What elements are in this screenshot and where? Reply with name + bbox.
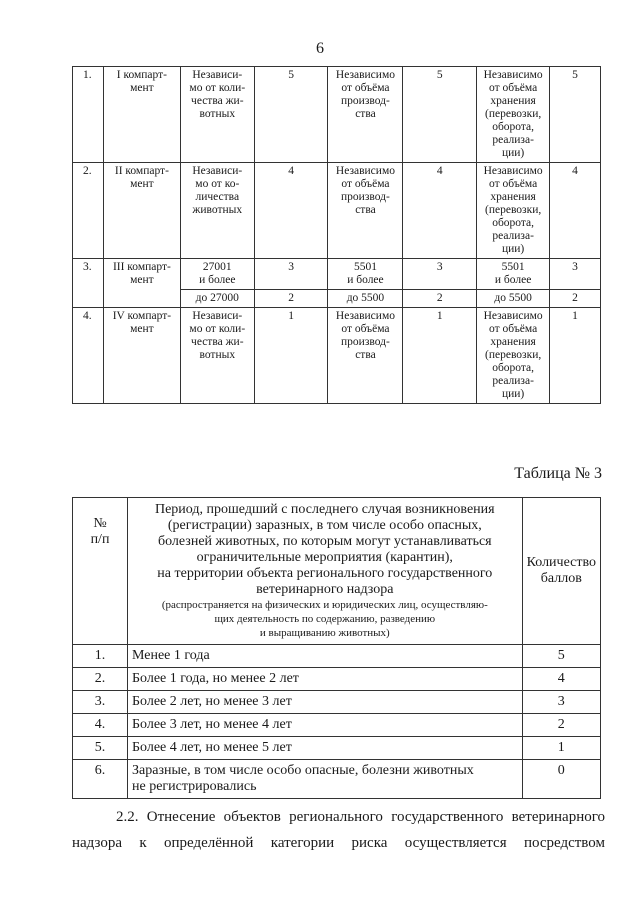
table-cell: 3 [254, 259, 328, 290]
table-cell: 4. [73, 714, 128, 737]
table-cell: 5501 и более [328, 259, 403, 290]
table-cell: 2 [522, 714, 600, 737]
table-cell: 5 [254, 67, 328, 163]
table-cell: 2 [550, 290, 601, 308]
table-cell: 1. [73, 67, 104, 163]
table-cell: Более 4 лет, но менее 5 лет [128, 737, 523, 760]
table-cell: 1 [254, 308, 328, 404]
table-cell: до 5500 [328, 290, 403, 308]
table-cell: I компарт- мент [103, 67, 180, 163]
table-row [73, 668, 601, 691]
table-cell: 3. [73, 691, 128, 714]
table-cell: 4 [550, 163, 601, 259]
table-cell: 2 [254, 290, 328, 308]
table-cell: до 5500 [477, 290, 550, 308]
table-cell: 1. [73, 645, 128, 668]
table-row [73, 67, 601, 163]
table-cell: 5 [550, 67, 601, 163]
body-paragraph [72, 804, 605, 856]
table-cell: IV компарт- мент [103, 308, 180, 404]
table-cell: 4 [403, 163, 477, 259]
table-row [73, 259, 601, 290]
page-number: 6 [316, 40, 324, 57]
table-cell: Независимо от объёма производ- ства [328, 163, 403, 259]
header-period [128, 498, 523, 645]
table-cell: 27001 и более [180, 259, 254, 290]
table-row [73, 737, 601, 760]
table-cell: 4. [73, 308, 104, 404]
table-cell: Независимо от объёма производ- ства [328, 67, 403, 163]
table-row [73, 714, 601, 737]
table-cell: 2. [73, 668, 128, 691]
table-cell: III компарт- мент [103, 259, 180, 308]
header-score: Количество баллов [522, 498, 600, 645]
table-row [73, 691, 601, 714]
table-cell: Независи- мо от коли- чества жи- вотных [180, 67, 254, 163]
table-cell: Независи- мо от ко- личества животных [180, 163, 254, 259]
table-cell: Более 2 лет, но менее 3 лет [128, 691, 523, 714]
table-cell: Независимо от объёма хранения (перевозки, оборота, реализа- ции) [477, 308, 550, 404]
table-cell: 4 [254, 163, 328, 259]
table-row [73, 308, 601, 404]
table-cell: 5501 и более [477, 259, 550, 290]
table-cell: 2. [73, 163, 104, 259]
table-cell: 3 [522, 691, 600, 714]
table-cell: 1 [403, 308, 477, 404]
table-cell: II компарт- мент [103, 163, 180, 259]
header-period-note: (распространяется на физических и юридических лиц, осуществляю- щих деятельность по содержанию, разведению и выращиванию животных) [161, 599, 488, 639]
table-cell: 1 [522, 737, 600, 760]
table-row [73, 163, 601, 259]
header-number: № п/п [73, 498, 128, 645]
table-cell: Независи- мо от коли- чества жи- вотных [180, 308, 254, 404]
table-cell: Менее 1 года [128, 645, 523, 668]
header-period-text: Период, прошедший с последнего случая возникновения (регистрации) заразных, в том числе особо опасных, болезней животных, по которым могут устанавливаться ограничительные мероприятия (карантин), на территории объекта регионального государственного ветеринарного надзора [154, 502, 495, 597]
table-cell: 4 [522, 668, 600, 691]
table-cell: Более 1 года, но менее 2 лет [128, 668, 523, 691]
table-cell: Независимо от объёма хранения (перевозки, оборота, реализа- ции) [477, 67, 550, 163]
table-cell: 3 [403, 259, 477, 290]
table-cell: 3. [73, 259, 104, 308]
compartment-score-table [72, 66, 601, 404]
paragraph-line: 2.2. Отнесение объектов регионального государственного ветеринарного [116, 809, 605, 825]
table-cell: Более 3 лет, но менее 4 лет [128, 714, 523, 737]
table-cell: до 27000 [180, 290, 254, 308]
table-header-row [73, 498, 601, 645]
table-caption: Таблица № 3 [514, 465, 602, 482]
table-cell: 0 [522, 760, 600, 799]
period-score-table [72, 497, 601, 799]
table-row [73, 760, 601, 799]
table-cell: 3 [550, 259, 601, 290]
table-cell: 5 [403, 67, 477, 163]
table-row [73, 645, 601, 668]
table-cell: 6. [73, 760, 128, 799]
paragraph-line: надзора к определённой категории риска осуществляется посредством [72, 835, 605, 851]
table-cell: 5 [522, 645, 600, 668]
table-cell: Независимо от объёма производ- ства [328, 308, 403, 404]
table-cell: 2 [403, 290, 477, 308]
table-cell: 1 [550, 308, 601, 404]
table-cell: Независимо от объёма хранения (перевозки, оборота, реализа- ции) [477, 163, 550, 259]
table-cell: Заразные, в том числе особо опасные, болезни животных не регистрировались [128, 760, 523, 799]
table-cell: 5. [73, 737, 128, 760]
